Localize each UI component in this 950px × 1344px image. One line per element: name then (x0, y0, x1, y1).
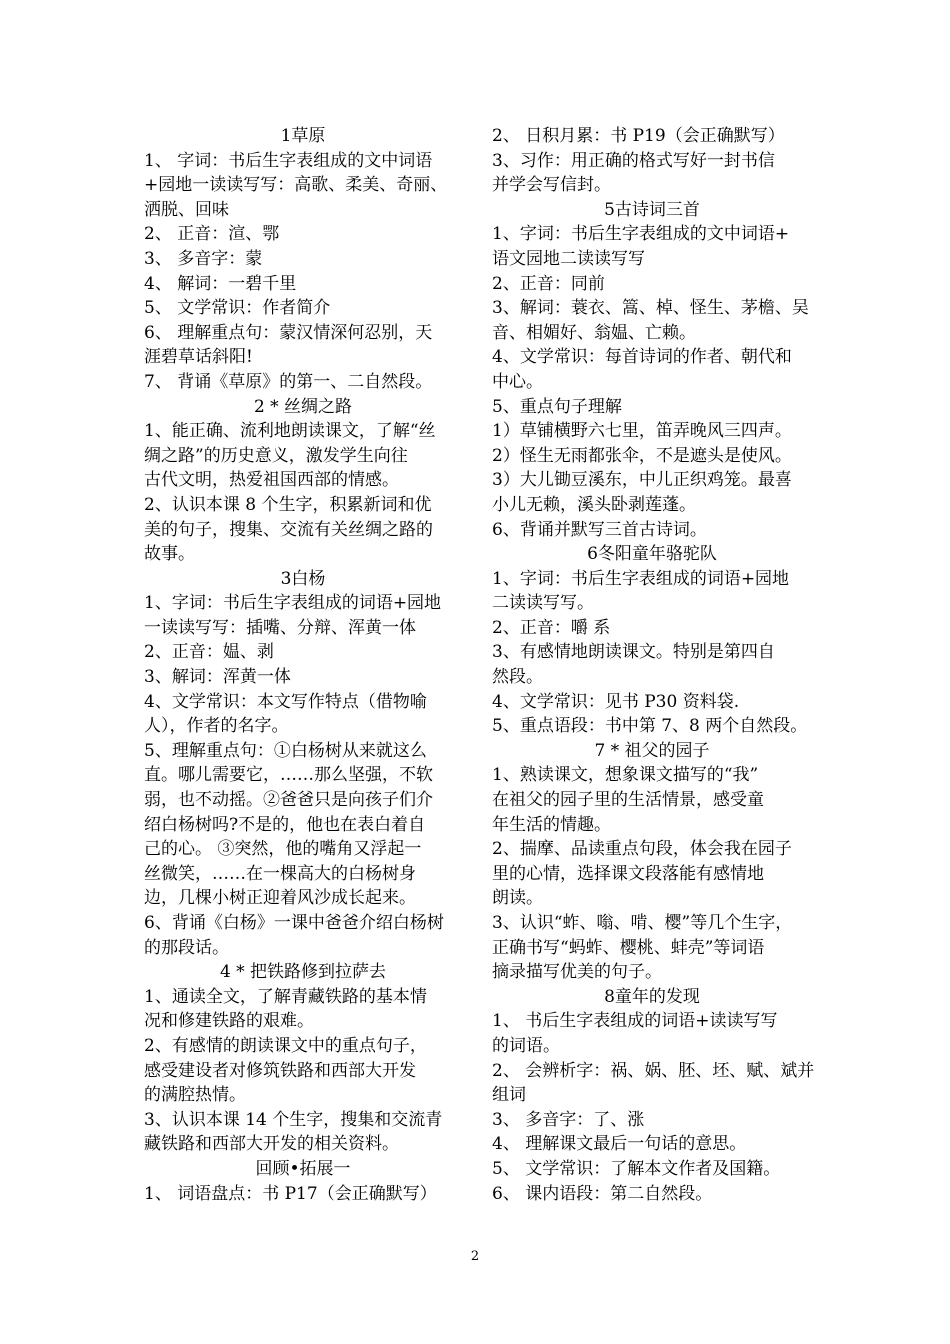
text-line: 6、背诵《白杨》一课中爸爸介绍白杨树 (144, 913, 444, 933)
text-line: 2）怪生无雨都张伞，不是遮头是使风。 (492, 445, 792, 466)
text-line: 3、习作：用正确的格式写好一封书信 (492, 150, 775, 171)
text-line: 5、 文学常识：了解本文作者及国籍。 (492, 1158, 781, 1179)
text-line: 中心。 (492, 371, 543, 392)
section-title: 2 * 丝绸之路 (253, 396, 353, 417)
text-line: 年生活的情趣。 (492, 814, 611, 835)
text-line: +园地一读读写写：高歌、柔美、奇丽、 (144, 175, 448, 196)
section-title: 4 * 把铁路修到拉萨去 (219, 962, 387, 983)
text-line: 1、 字词：书后生字表组成的文中词语 (144, 150, 433, 171)
text-line: 丝微笑，……在一棵高大的白杨树身 (144, 863, 416, 884)
text-line: 的词语。 (492, 1035, 560, 1056)
text-line: 5、理解重点句：①白杨树从来就这么 (144, 740, 427, 761)
text-line: 人），作者的名字。 (144, 716, 289, 737)
text-line: 3、 多音字：蒙 (144, 248, 263, 269)
text-line: 3）大儿锄豆溪东，中儿正织鸡笼。最喜 (492, 470, 792, 491)
text-line: 2、正音：媪、剥 (144, 642, 274, 663)
text-line: 1、字词：书后生字表组成的词语+园地 (144, 593, 442, 614)
text-line: 直。哪儿需要它，……那么坚强，不软 (144, 765, 433, 786)
text-line: 故事。 (144, 544, 195, 565)
text-line: 3、 多音字：了、涨 (492, 1109, 645, 1130)
text-line: 一读读写写：插嘴、分辩、浑黄一体 (144, 617, 416, 638)
text-line: 况和修建铁路的艰难。 (144, 1011, 314, 1032)
left-column (144, 124, 462, 1206)
text-line: 然段。 (492, 667, 543, 688)
text-line: 4、 解词：一碧千里 (144, 273, 297, 294)
text-line: 6、 理解重点句：蒙汉情深何忍别，天 (144, 322, 433, 343)
text-line: 摘录描写优美的句子。 (492, 962, 662, 983)
text-line: 5、重点句子理解 (492, 396, 622, 417)
text-line: 2、 日积月累：书 P19（会正确默写） (492, 126, 785, 146)
text-line: 6、背诵并默写三首古诗词。 (492, 519, 707, 540)
text-line: 4、文学常识：本文写作特点（借物喻 (144, 691, 427, 712)
text-line: 藏铁路和西部大开发的相关资料。 (144, 1134, 399, 1155)
text-line: 二读读写写。 (492, 593, 594, 614)
text-line: 朗读。 (492, 888, 543, 909)
section-title: 5古诗词三首 (604, 199, 700, 220)
text-line: 3、认识本课 14 个生字，搜集和交流青 (144, 1109, 443, 1130)
text-line: 2、正音：嚼 系 (492, 617, 611, 638)
text-line: 6、 课内语段：第二自然段。 (492, 1183, 713, 1204)
text-line: 里的心情，选择课文段落能有感情地 (492, 863, 764, 884)
text-line: 1、字词：书后生字表组成的文中词语+ (492, 224, 790, 245)
text-line: 1、字词：书后生字表组成的词语+园地 (492, 568, 790, 589)
section-title: 8童年的发现 (604, 986, 700, 1007)
text-line: 小儿无赖，溪头卧剥莲蓬。 (492, 494, 696, 515)
text-line: 1、熟读课文，想象课文描写的“我” (492, 765, 759, 786)
text-line: 3、解词：蓑衣、篙、棹、怪生、茅檐、吴 (492, 298, 809, 319)
text-line: 5、 文学常识：作者简介 (144, 298, 331, 319)
text-line: 2、 正音：渲、鄂 (144, 224, 280, 245)
text-line: 语文园地二读读写写 (492, 248, 645, 269)
right-column (492, 124, 815, 1206)
text-line: 3、有感情地朗读课文。特别是第四自 (492, 642, 775, 663)
text-line: 1、 词语盘点：书 P17（会正确默写） (144, 1183, 437, 1204)
text-line: 音、相媚好、翁媪、亡赖。 (492, 322, 696, 343)
text-line: 1、通读全文，了解青藏铁路的基本情 (144, 986, 427, 1007)
text-line: 5、重点语段：书中第 7、8 两个自然段。 (492, 716, 808, 737)
page-number: 2 (470, 1249, 480, 1264)
section-title: 3白杨 (280, 568, 326, 589)
text-line: 2、认识本课 8 个生字，积累新词和优 (144, 494, 432, 515)
text-line: 组词 (492, 1085, 526, 1106)
section-title: 1草原 (280, 126, 326, 146)
section-title: 7 * 祖父的园子 (594, 740, 710, 761)
text-line: 己的心。 ③突然，他的嘴角又浮起一 (144, 839, 422, 860)
text-line: 古代文明，热爱祖国西部的情感。 (144, 470, 399, 491)
text-line: 2、揣摩、品读重点句段，体会我在园子 (492, 839, 792, 860)
text-line: 1、能正确、流利地朗读课文，了解“丝 (144, 421, 436, 442)
text-line: 3、解词：浑黄一体 (144, 667, 291, 688)
text-line: 涯碧草话斜阳! (144, 347, 253, 368)
text-line: 1）草铺横野六七里，笛弄晚风三四声。 (492, 421, 792, 442)
text-line: 美的句子，搜集、交流有关丝绸之路的 (144, 519, 433, 540)
text-line: 2、正音：同前 (492, 273, 605, 294)
text-line: 绍白杨树吗?不是的，他也在表白着自 (144, 814, 426, 835)
text-line: 洒脱、回味 (144, 199, 229, 220)
text-line: 4、 理解课文最后一句话的意思。 (492, 1134, 747, 1155)
text-line: 4、文学常识：每首诗词的作者、朝代和 (492, 347, 792, 368)
text-line: 3、认识“蚱、嗡、啃、樱”等几个生字， (492, 913, 793, 933)
text-line: 4、文学常识：见书 P30 资料袋. (492, 691, 740, 712)
text-line: 的满腔热情。 (144, 1085, 246, 1106)
text-line: 7、 背诵《草原》的第一、二自然段。 (144, 371, 433, 392)
text-line: 感受建设者对修筑铁路和西部大开发 (144, 1060, 416, 1081)
text-line: 并学会写信封。 (492, 175, 611, 196)
section-title: 6冬阳童年骆驼队 (587, 544, 717, 565)
text-line: 2、 会辨析字：祸、娲、胚、坯、赋、斌并 (492, 1060, 815, 1081)
text-line: 1、 书后生字表组成的词语+读读写写 (492, 1011, 778, 1032)
text-line: 正确书写“蚂蚱、樱桃、蚌壳”等词语 (492, 937, 765, 958)
text-line: 的那段话。 (144, 937, 229, 958)
text-line: 绸之路”的历史意义，激发学生向往 (144, 445, 408, 466)
section-title: 回顾•拓展一 (255, 1158, 351, 1179)
text-line: 边，几棵小树正迎着风沙成长起来。 (144, 888, 416, 909)
text-line: 在祖父的园子里的生活情景，感受童 (492, 790, 764, 811)
text-line: 弱，也不动摇。②爸爸只是向孩子们介 (144, 790, 433, 811)
text-line: 2、有感情的朗读课文中的重点句子， (144, 1035, 427, 1056)
